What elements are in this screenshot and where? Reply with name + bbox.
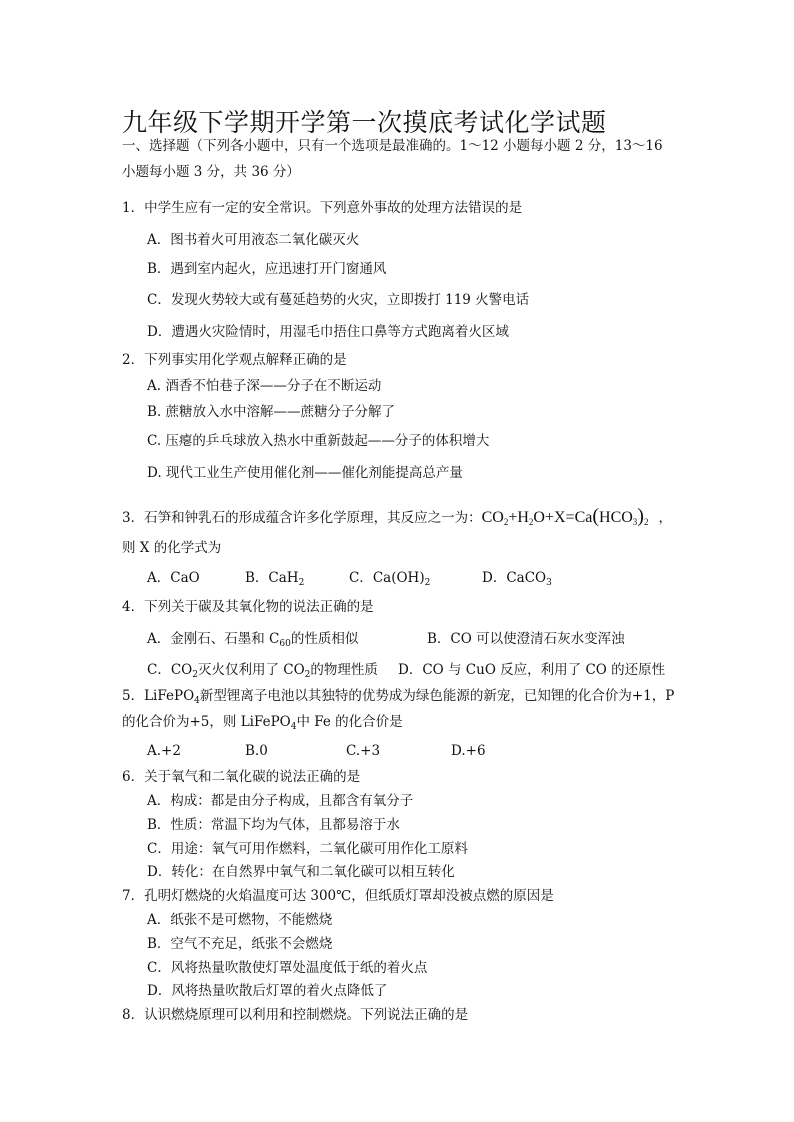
question-5-option-d: D.+6 — [451, 743, 486, 759]
subscript: 4 — [290, 722, 297, 732]
subscript: 60 — [279, 639, 291, 649]
formula-subscript: 3 — [632, 517, 638, 527]
question-4-option-b: B．CO 可以使澄清石灰水变浑浊 — [427, 631, 625, 647]
subscript: 2 — [304, 670, 311, 680]
question-2-stem: 2．下列事实用化学观点解释正确的是 — [122, 352, 347, 368]
question-7-option-b: B．空气不充足，纸张不会燃烧 — [147, 936, 333, 952]
option-text: B．CaH — [245, 570, 299, 586]
formula-subscript: 2 — [643, 517, 649, 527]
question-3-option-d — [482, 572, 552, 588]
option-text: D．CaCO — [482, 570, 547, 586]
question-3-stem-2: 则 X 的化学式为 — [122, 540, 222, 556]
formula-part: O+X=Ca — [533, 509, 593, 526]
option-text: C．CO — [147, 662, 193, 678]
question-4-option-a — [147, 633, 358, 649]
subscript: 2 — [298, 578, 305, 588]
formula-paren: ) — [637, 505, 644, 527]
question-3-stem-text: 3．石笋和钟乳石的形成蕴含许多化学原理，其反应之一为： — [122, 510, 482, 526]
formula-part: +H — [508, 509, 529, 526]
stem-text: 新型锂离子电池以其独特的优势成为绿色能源的新宠，已知锂的化合价为+1，P — [199, 688, 675, 704]
question-6-option-c: C．用途：氧气可用作燃料，二氧化碳可用作化工原料 — [147, 841, 468, 857]
question-3-stem — [122, 506, 672, 527]
question-7-option-a: A．纸张不是可燃物，不能燃烧 — [147, 912, 333, 928]
question-4-option-c — [147, 664, 378, 680]
question-3-option-c — [349, 572, 430, 588]
question-4-option-d: D．CO 与 CuO 反应，利用了 CO 的还原性 — [398, 662, 666, 678]
subscript: 2 — [192, 670, 198, 680]
stem-text: 中 Fe 的化合价是 — [296, 714, 403, 730]
formula-subscript: 2 — [503, 517, 509, 527]
question-8-stem: 8．认识燃烧原理可以利用和控制燃烧。下列说法正确的是 — [122, 1007, 469, 1023]
question-2-option-d: D. 现代工业生产使用催化剂——催化剂能提高总产量 — [147, 465, 463, 481]
question-1-option-d: D．遭遇火灾险情时，用湿毛巾捂住口鼻等方式跑离着火区域 — [147, 324, 509, 340]
section-heading-line-1: 一、选择题（下列各小题中，只有一个选项是最准确的。1～12 小题每小题 2 分，13～16 — [122, 138, 663, 154]
formula-paren: ( — [592, 505, 600, 527]
question-6-option-b: B．性质：常温下均为气体，且都易溶于水 — [147, 817, 400, 833]
question-5-stem — [122, 690, 674, 706]
question-2-option-c: C. 压瘪的乒乓球放入热水中重新鼓起——分子的体积增大 — [147, 433, 490, 449]
question-3-option-a: A．CaO — [147, 570, 200, 586]
exam-title: 九年级下学期开学第一次摸底考试化学试题 — [122, 108, 607, 137]
option-text: 灭火仅利用了 CO — [197, 662, 305, 678]
section-heading-line-2: 小题每小题 3 分，共 36 分） — [122, 164, 300, 180]
option-text: 的物理性质 — [310, 662, 378, 678]
question-5-stem-2 — [122, 716, 403, 732]
reaction-formula — [481, 505, 649, 527]
question-6-option-d: D．转化：在自然界中氧气和二氧化碳可以相互转化 — [147, 864, 455, 880]
question-7-option-d: D．风将热量吹散后灯罩的着火点降低了 — [147, 983, 388, 999]
option-text: A．金刚石、石墨和 C — [147, 631, 280, 647]
question-5-option-b: B.0 — [245, 743, 268, 759]
option-text: C．Ca(OH) — [349, 570, 425, 586]
question-4-stem: 4．下列关于碳及其氧化物的说法正确的是 — [122, 599, 374, 615]
question-1-stem: 1．中学生应有一定的安全常识。下列意外事故的处理方法错误的是 — [122, 200, 523, 216]
question-7-stem: 7．孔明灯燃烧的火焰温度可达 300℃，但纸质灯罩却没被点燃的原因是 — [122, 888, 554, 904]
question-5-option-c: C.+3 — [346, 743, 381, 759]
question-7-option-c: C．风将热量吹散使灯罩处温度低于纸的着火点 — [147, 960, 428, 976]
question-1-option-b: B．遇到室内起火，应迅速打开门窗通风 — [147, 261, 387, 277]
question-6-stem: 6．关于氧气和二氧化碳的说法正确的是 — [122, 769, 361, 785]
stem-text: 的化合价为+5，则 LiFePO — [122, 714, 291, 730]
formula-comma: ， — [658, 510, 672, 526]
question-1-option-c: C．发现火势较大或有蔓延趋势的火灾，立即拨打 119 火警电话 — [147, 292, 530, 308]
question-5-option-a: A.+2 — [147, 743, 181, 759]
subscript: 2 — [424, 578, 431, 588]
option-text: 的性质相似 — [290, 631, 359, 647]
question-1-option-a: A．图书着火可用液态二氧化碳灭火 — [147, 232, 360, 248]
question-3-option-b — [245, 572, 304, 588]
subscript: 4 — [194, 696, 200, 706]
question-6-option-a: A．构成：都是由分子构成，且都含有氧分子 — [147, 793, 414, 809]
formula-subscript: 2 — [528, 517, 534, 527]
formula-part: HCO — [599, 509, 633, 526]
question-2-option-b: B. 蔗糖放入水中溶解——蔗糖分子分解了 — [147, 404, 396, 420]
subscript: 3 — [546, 578, 552, 588]
formula-part: CO — [481, 509, 504, 526]
question-2-option-a: A. 酒香不怕巷子深——分子在不断运动 — [147, 378, 382, 394]
stem-text: 5．LiFePO — [122, 688, 195, 704]
